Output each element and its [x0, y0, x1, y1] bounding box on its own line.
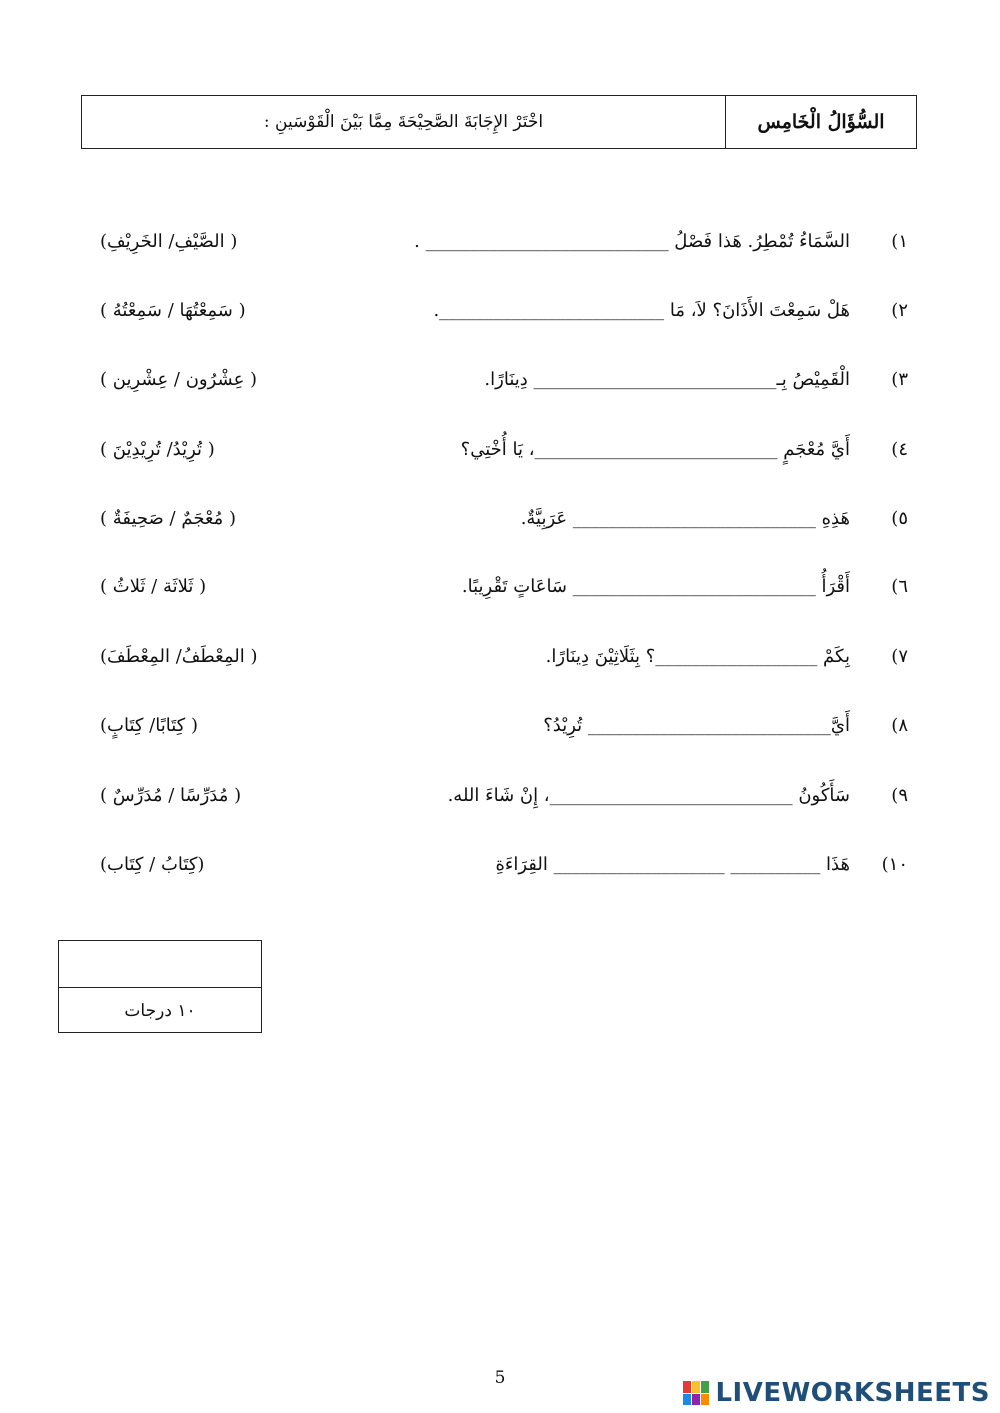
question-number: ٦) [891, 576, 908, 597]
question-item [60, 430, 920, 470]
answer-options: ( عِشْرُون / عِشْرِين ) [100, 369, 258, 390]
answer-options: ( الصَّيْفِ/ الخَرِيْفِ) [100, 231, 238, 252]
question-sentence[interactable]: هَلْ سَمِعْتَ الأَذَانَ؟ لاَ، مَا _________________________. [433, 300, 850, 321]
question-sentence[interactable]: أَيَّ___________________________ تُرِيْدُ؟ [543, 715, 850, 736]
question-sentence[interactable]: هَذَا __________ ___________________ القِرَاءَةِ [495, 854, 850, 875]
instruction-text: اخْتَرْ الإِجَابَةَ الصَّحِيْحَةَ مِمَّا بَيْنَ الْقَوْسَينِ : [263, 112, 544, 132]
question-item [60, 706, 920, 746]
question-item [60, 222, 920, 262]
question-item [60, 360, 920, 400]
answer-options: ( ثَلاثَة / ثَلاثُ ) [100, 576, 207, 597]
question-item [60, 291, 920, 331]
question-item [60, 845, 920, 885]
question-sentence[interactable]: الْقَمِيْصُ بِـ___________________________ دِينَارًا. [484, 369, 850, 390]
question-number: ١) [891, 231, 908, 252]
answer-options: ( كِتَابًا/ كِتَابٍ) [100, 715, 198, 736]
question-number: ١٠) [881, 854, 908, 875]
answer-options: ( مُعْجَمٌ / صَحِيفَةٌ ) [100, 508, 237, 529]
page-number: 5 [494, 1368, 506, 1388]
question-number: ٧) [891, 646, 908, 667]
question-number: ٣) [891, 369, 908, 390]
answer-options: ( المِعْطَفُ/ المِعْطَفَ) [100, 646, 258, 667]
question-sentence[interactable]: السَّمَاءُ تُمْطِرُ. هَذا فَصْلُ ___________________________ . [414, 231, 850, 252]
question-sentence[interactable]: أَقْرَأُ ___________________________ سَاعَاتٍ تَقْرِيبًا. [461, 576, 850, 597]
answer-options: ( تُرِيْدُ/ تُرِيْدِيْنَ ) [100, 439, 215, 460]
score-input-area[interactable] [59, 941, 261, 988]
question-number: ٩) [891, 785, 908, 806]
answer-options: ( مُدَرِّسًا / مُدَرِّسٌ ) [100, 785, 242, 806]
question-sentence[interactable]: سَأَكُونُ ___________________________، إِنْ شَاءَ الله. [447, 785, 850, 806]
question-sentence[interactable]: هَذِهِ ___________________________ عَرَبِيَّةٌ. [520, 508, 850, 529]
question-header [81, 95, 917, 149]
brand-name: LIVEWORKSHEETS [715, 1378, 990, 1408]
question-number: ٨) [891, 715, 908, 736]
question-sentence[interactable]: بِكَمْ __________________؟ بِثَلَاثِيْنَ دِينَارًا. [545, 646, 850, 667]
question-number: ٤) [891, 439, 908, 460]
question-item [60, 499, 920, 539]
brand-logo [683, 1378, 990, 1408]
answer-options: (كِتَابُ / كِتَاب) [100, 854, 205, 875]
question-item [60, 776, 920, 816]
score-box [58, 940, 262, 1033]
question-number: ٥) [891, 508, 908, 529]
question-item [60, 567, 920, 607]
score-label: ١٠ درجات [124, 1000, 196, 1021]
question-sentence[interactable]: أَيَّ مُعْجَمٍ ___________________________، يَا أُخْتِي؟ [460, 439, 850, 460]
section-title: السُّؤَالُ الْخَامِس [725, 96, 916, 148]
answer-options: ( سَمِعْتُهَا / سَمِعْتُهُ ) [100, 300, 246, 321]
question-item [60, 637, 920, 677]
liveworksheets-logo-icon [683, 1381, 709, 1405]
question-number: ٢) [891, 300, 908, 321]
